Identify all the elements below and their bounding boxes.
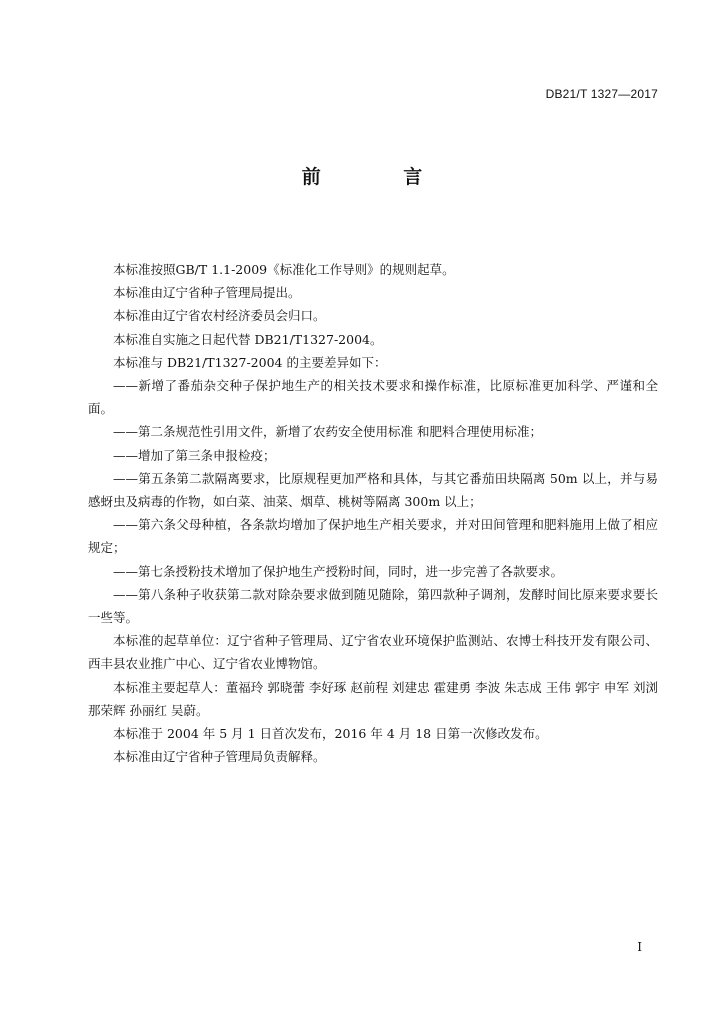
paragraph-difference-5: ——第六条父母种植，各条款均增加了保护地生产相关要求，并对田间管理和肥料施用上做了相应规定； (88, 517, 658, 556)
paragraph-drafters: 本标准主要起草人：董福玲 郭晓蕾 李好琢 赵前程 刘建忠 霍建勇 李波 朱志成 王伟 郭宇 申军 刘浏 那荣辉 孙丽红 吴蔚。 (88, 679, 658, 718)
paragraph-difference-3: ——增加了第三条申报检疫； (113, 447, 276, 463)
paragraph-difference-6: ——第七条授粉技术增加了保护地生产授粉时间，同时，进一步完善了各款要求。 (113, 563, 564, 579)
paragraph-differences-intro: 本标准与 DB21/T1327-2004 的主要差异如下： (113, 354, 387, 370)
page-title: 前 言 (301, 166, 461, 188)
paragraph-replaces: 本标准自实施之日起代替 DB21/T1327-2004。 (113, 331, 383, 347)
paragraph-proposer: 本标准由辽宁省种子管理局提出。 (113, 285, 301, 301)
paragraph-release-history: 本标准于 2004 年 5 月 1 日首次发布，2016 年 4 月 18 日第一次修改发布。 (113, 726, 548, 742)
paragraph-difference-1: ——新增了番茄杂交种子保护地生产的相关技术要求和操作标准，比原标准更加科学、严谨和全面。 (88, 378, 658, 417)
paragraph-drafting-units: 本标准的起草单位：辽宁省种子管理局、辽宁省农业环境保护监测站、农博士科技开发有限公司、西丰县农业推广中心、辽宁省农业博物馆。 (88, 633, 658, 672)
paragraph-difference-4: ——第五条第二款隔离要求，比原规程更加严格和具体，与其它番茄田块隔离 50m 以上，并与易感蚜虫及病毒的作物，如白菜、油菜、烟草、桃树等隔离 300m 以上； (88, 470, 658, 510)
paragraph-difference-7: ——第八条种子收获第二款对除杂要求做到随见随除，第四款种子调剂，发酵时间比原来要求要长一些等。 (88, 586, 658, 626)
page-number: I (637, 940, 642, 954)
paragraph-interpretation: 本标准由辽宁省种子管理局负责解释。 (113, 749, 326, 765)
document-code: DB21/T 1327—2017 (545, 87, 658, 101)
foreword-body (88, 258, 658, 768)
paragraph-difference-2: ——第二条规范性引用文件，新增了农药安全使用标准 和肥料合理使用标准； (113, 424, 542, 440)
paragraph-drafting-rule: 本标准按照GB/T 1.1-2009《标准化工作导则》的规则起草。 (113, 262, 455, 277)
paragraph-administrator: 本标准由辽宁省农村经济委员会归口。 (113, 308, 326, 324)
